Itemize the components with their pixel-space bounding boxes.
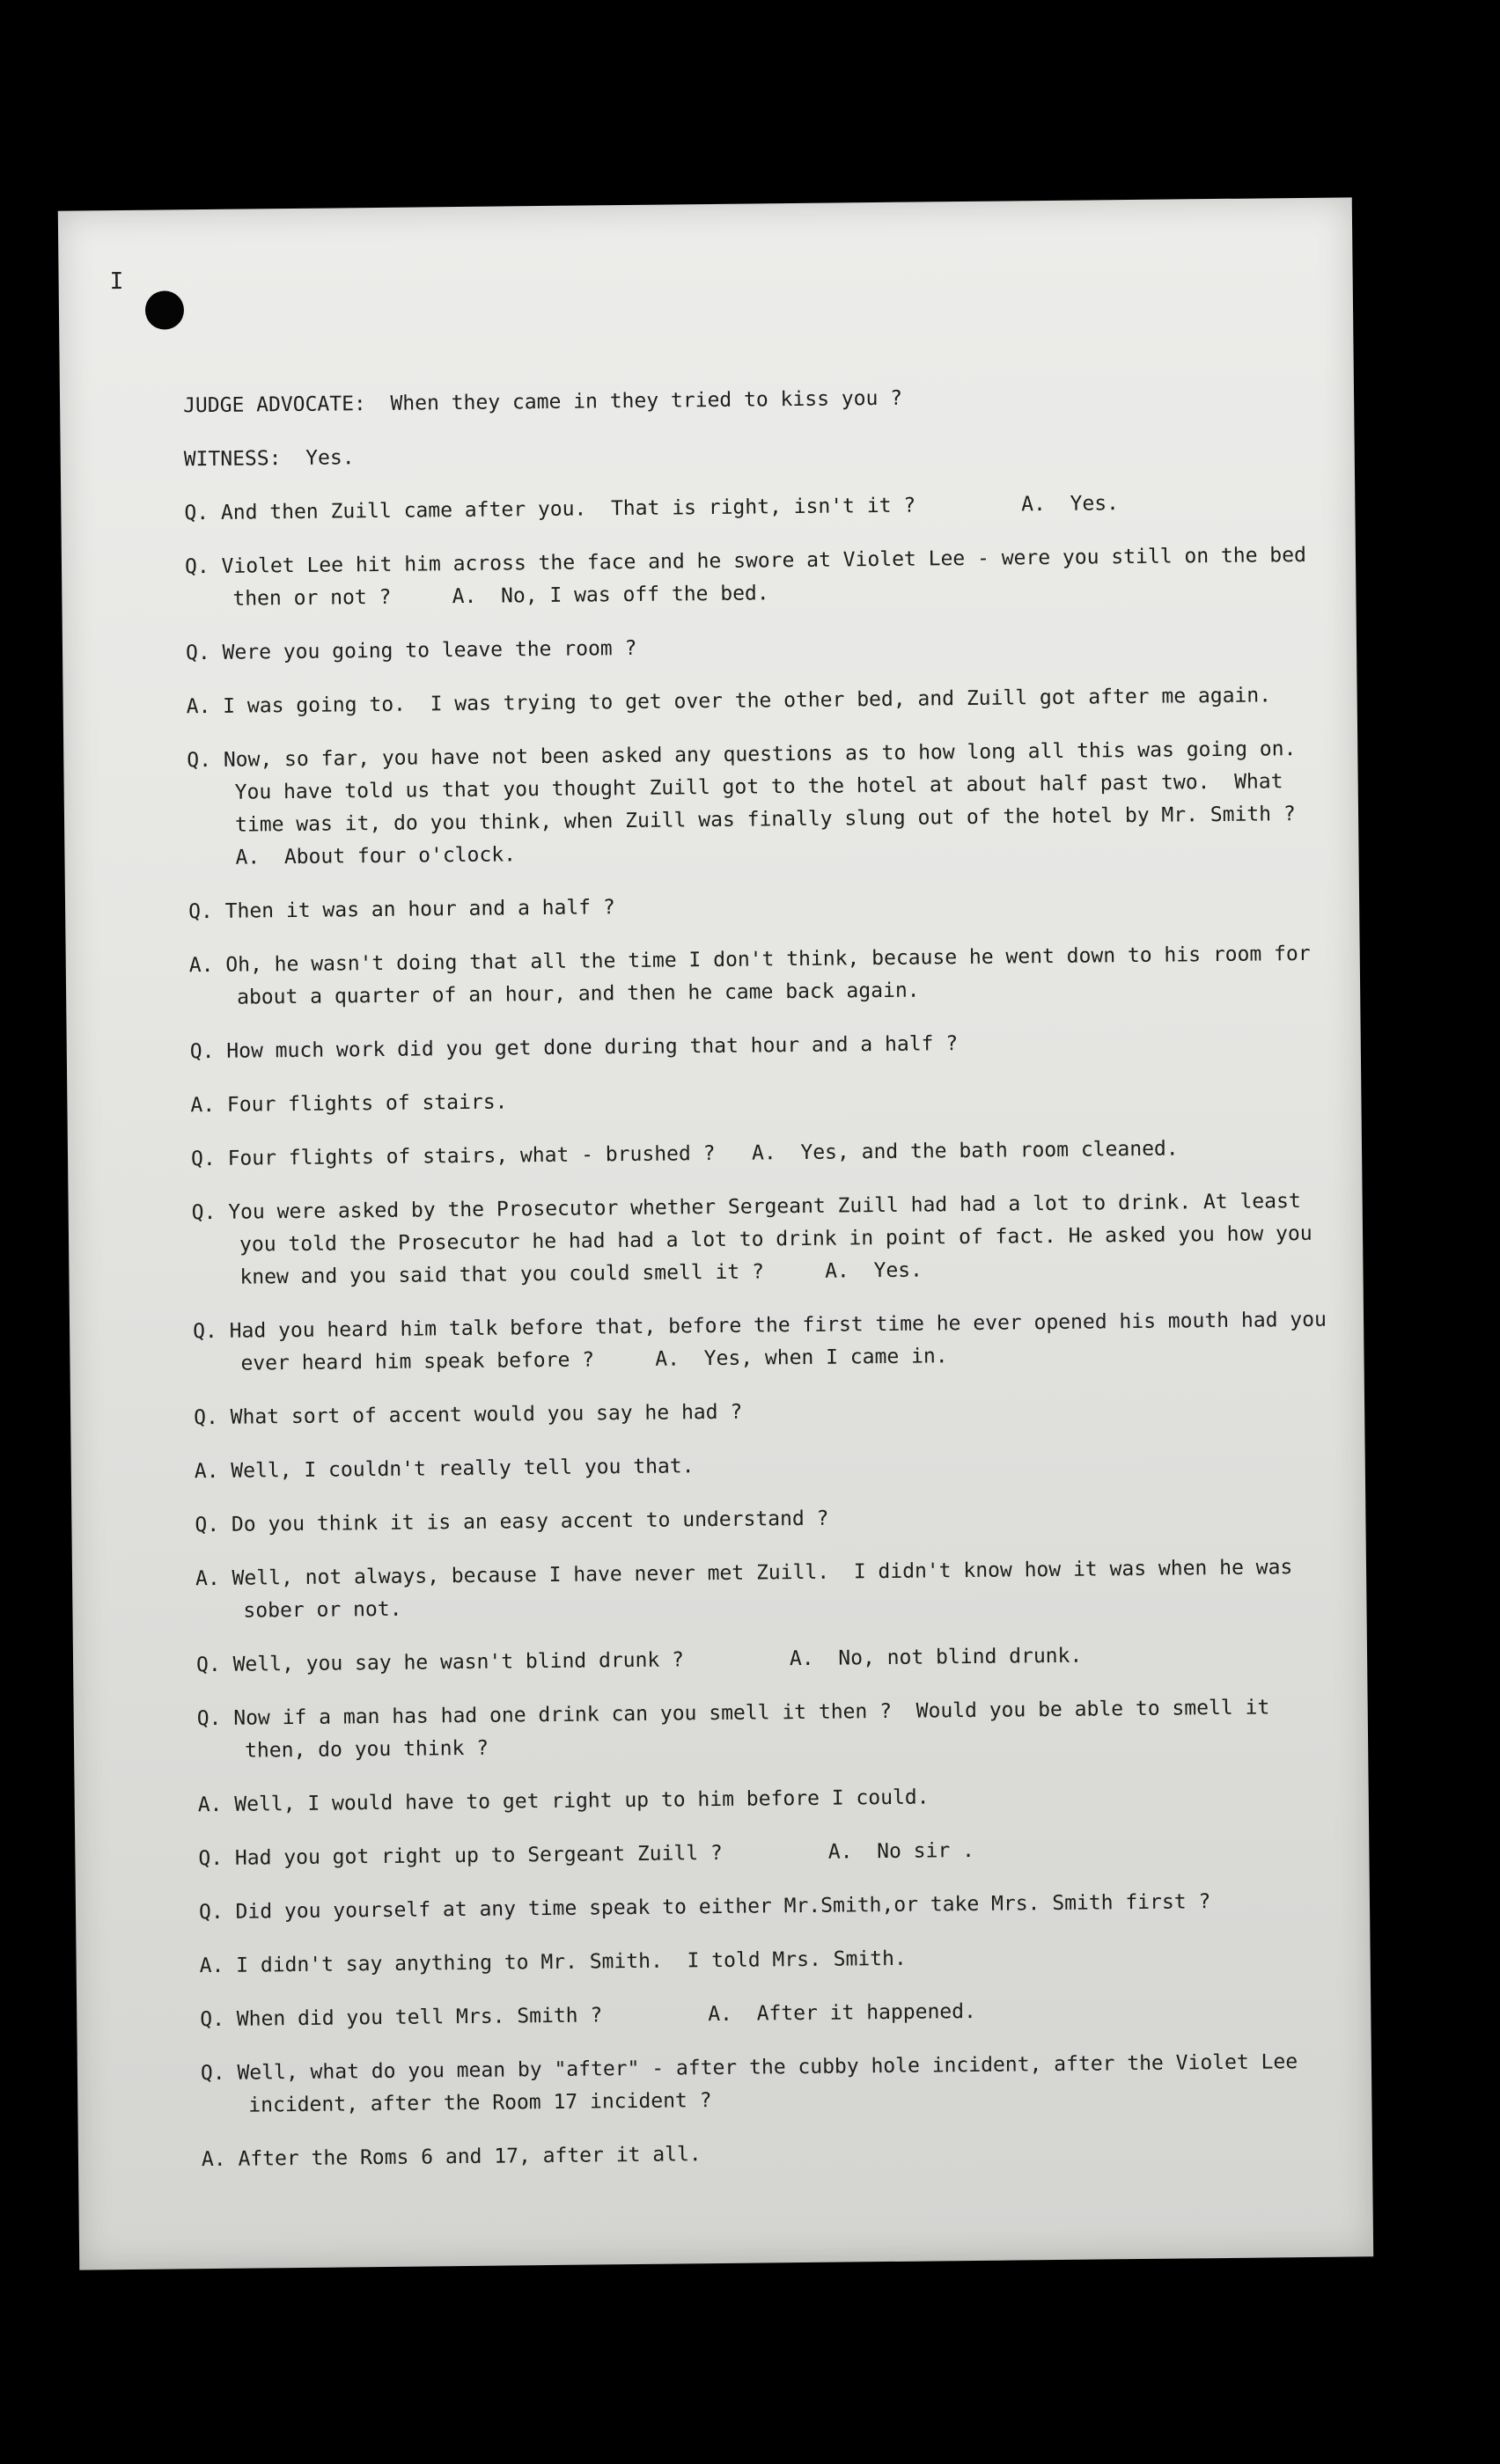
transcript-line: Q. Violet Lee hit him across the face and he swore at Violet Lee - were you still on the bed then or not ? A. No, I was off the bed. xyxy=(184,543,1319,611)
transcript-line: Q. Had you got right up to Sergeant Zuill ? A. No sir . xyxy=(198,1838,975,1871)
answer: A. After it happened. xyxy=(708,1999,977,2027)
transcript-line: WITNESS: Yes. xyxy=(183,446,355,472)
answer: A. Yes. xyxy=(1021,492,1120,517)
transcript-line: Q. Were you going to leave the room ? xyxy=(185,636,637,665)
answer: A. About four o'clock. xyxy=(235,843,517,869)
transcript-line: A. After the Roms 6 and 17, after it all. xyxy=(201,2143,702,2172)
transcript-line: Q. How much work did you get done during that hour and a half ? xyxy=(189,1032,959,1064)
transcript-line: Q. Had you heard him talk before that, before the first time he ever opened his mouth had you ever heard him speak before ? A. Yes, when I came in. xyxy=(192,1308,1339,1375)
typed-page xyxy=(58,197,1373,2270)
transcript-line: Q. Did you yourself at any time speak to either Mr.Smith,or take Mrs. Smith first ? xyxy=(198,1890,1211,1925)
transcript-line: A. Oh, he wasn't doing that all the time I don't think, because he went down to his room for about a quarter of an hour, and then he came back again. xyxy=(188,942,1323,1009)
answer: A. No, I was off the bed. xyxy=(452,582,769,609)
transcript-line: Q. You were asked by the Prosecutor whether Sergeant Zuill had had a lot to drink. At least you told the Prosecutor he had had a lot to drink in point of fact. He asked you how you knew and you said that you could smell it ? A. Yes. xyxy=(191,1189,1325,1289)
transcript-line: A. Well, not always, because I have never met Zuill. I didn't know how it was when he was sober or not. xyxy=(195,1556,1305,1623)
transcript-line: Q. What sort of accent would you say he had ? xyxy=(194,1400,743,1430)
answer: A. No sir . xyxy=(827,1838,975,1864)
answer: A. Yes, and the bath room cleaned. xyxy=(751,1137,1179,1165)
transcript-line: A. Four flights of stairs. xyxy=(190,1090,508,1118)
transcript-line: Q. Now, so far, you have not been asked any questions as to how long all this was going on. You have told us that you thought Zuill got to the hotel at about half past two. What time was it, do you think, when Zuill was finally slung out of the hotel by Mr. Smith ? A. About four o'clock. xyxy=(187,737,1321,869)
transcript-line: Q. Do you think it is an easy accent to understand ? xyxy=(195,1507,829,1537)
transcript xyxy=(183,378,1337,2197)
transcript-line: JUDGE ADVOCATE: When they came in they tried to kiss you ? xyxy=(182,386,903,418)
answer: A. Yes, when I came in. xyxy=(655,1345,948,1371)
answer: A. No, not blind drunk. xyxy=(789,1644,1083,1671)
transcript-line: Q. Four flights of stairs, what - brushed ? A. Yes, and the bath room cleaned. xyxy=(190,1137,1179,1171)
punch-hole xyxy=(145,290,184,329)
margin-mark: I xyxy=(109,268,124,296)
transcript-line: A. Well, I would have to get right up to him before I could. xyxy=(197,1786,930,1817)
transcript-line: Q. Then it was an hour and a half ? xyxy=(188,896,615,924)
transcript-line: A. I was going to. I was trying to get over the other bed, and Zuill got after me again. xyxy=(186,684,1272,719)
answer: A. Yes. xyxy=(825,1258,923,1283)
transcript-line: Q. Well, you say he wasn't blind drunk ? A. No, not blind drunk. xyxy=(195,1644,1083,1677)
transcript-line: A. I didn't say anything to Mr. Smith. I told Mrs. Smith. xyxy=(199,1947,907,1978)
transcript-line: Q. And then Zuill came after you. That is right, isn't it ? A. Yes. xyxy=(184,492,1120,525)
transcript-line: Q. When did you tell Mrs. Smith ? A. After it happened. xyxy=(200,1999,977,2032)
transcript-line: Q. Now if a man has had one drink can you smell it then ? Would you be able to smell it then, do you think ? xyxy=(196,1696,1283,1763)
transcript-line: Q. Well, what do you mean by "after" - after the cubby hole incident, after the Violet Lee incident, after the Room 17 incident ? xyxy=(200,2050,1311,2117)
transcript-line: A. Well, I couldn't really tell you that. xyxy=(194,1455,695,1484)
